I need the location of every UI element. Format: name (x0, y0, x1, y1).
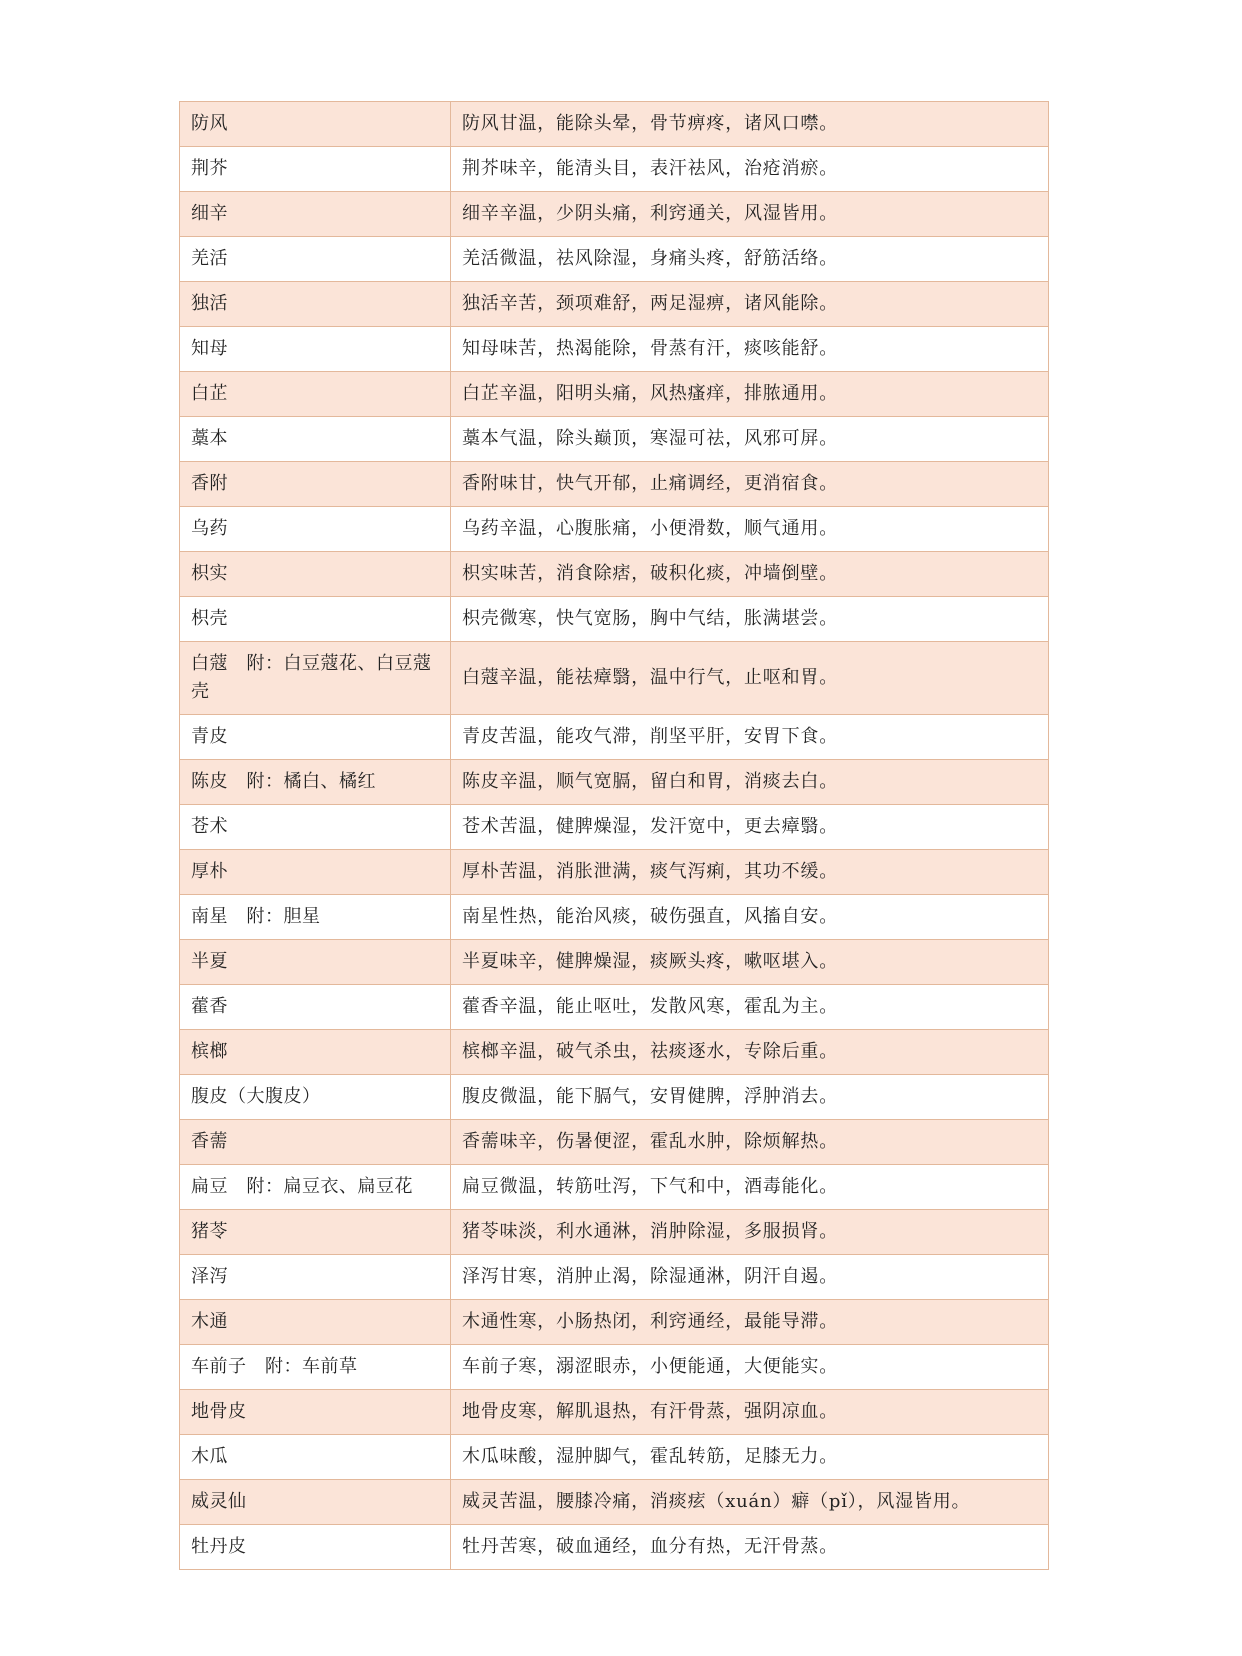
table-row (180, 1165, 1049, 1210)
table-row (180, 1300, 1049, 1345)
herb-verse-cell: 枳壳微寒，快气宽肠，胸中气结，胀满堪尝。 (451, 597, 1049, 642)
table-row (180, 507, 1049, 552)
herb-table-container (179, 101, 1048, 1570)
table-row (180, 895, 1049, 940)
herb-name-cell: 香薷 (180, 1120, 451, 1165)
herb-verse-cell: 车前子寒，溺涩眼赤，小便能通，大便能实。 (451, 1345, 1049, 1390)
table-row (180, 147, 1049, 192)
herb-verse-cell: 藿香辛温，能止呕吐，发散风寒，霍乱为主。 (451, 985, 1049, 1030)
herb-verse-cell: 防风甘温，能除头晕，骨节痹疼，诸风口噤。 (451, 102, 1049, 147)
herb-name-cell: 枳实 (180, 552, 451, 597)
table-row (180, 805, 1049, 850)
herb-verse-cell: 香附味甘，快气开郁，止痛调经，更消宿食。 (451, 462, 1049, 507)
herb-verse-cell: 乌药辛温，心腹胀痛，小便滑数，顺气通用。 (451, 507, 1049, 552)
herb-name-cell: 槟榔 (180, 1030, 451, 1075)
herb-name-cell: 羌活 (180, 237, 451, 282)
herb-name-cell: 陈皮 附：橘白、橘红 (180, 760, 451, 805)
herb-verse-cell: 槟榔辛温，破气杀虫，祛痰逐水，专除后重。 (451, 1030, 1049, 1075)
herb-verse-cell: 泽泻甘寒，消肿止渴，除湿通淋，阴汗自遏。 (451, 1255, 1049, 1300)
table-row (180, 102, 1049, 147)
table-row (180, 327, 1049, 372)
table-row (180, 1255, 1049, 1300)
herb-name-cell: 香附 (180, 462, 451, 507)
herb-verse-cell: 牡丹苦寒，破血通经，血分有热，无汗骨蒸。 (451, 1525, 1049, 1570)
herb-name-cell: 木通 (180, 1300, 451, 1345)
herb-verse-cell: 陈皮辛温，顺气宽膈，留白和胃，消痰去白。 (451, 760, 1049, 805)
table-row (180, 1480, 1049, 1525)
herb-verse-cell: 半夏味辛，健脾燥湿，痰厥头疼，嗽呕堪入。 (451, 940, 1049, 985)
herb-name-cell: 防风 (180, 102, 451, 147)
table-row (180, 715, 1049, 760)
herb-name-cell: 腹皮（大腹皮） (180, 1075, 451, 1120)
table-row (180, 417, 1049, 462)
herb-name-cell: 车前子 附：车前草 (180, 1345, 451, 1390)
herb-verse-cell: 苍术苦温，健脾燥湿，发汗宽中，更去瘴翳。 (451, 805, 1049, 850)
table-row (180, 1390, 1049, 1435)
table-row (180, 1345, 1049, 1390)
table-row (180, 985, 1049, 1030)
herb-table-body (180, 102, 1049, 1570)
herb-name-cell: 白芷 (180, 372, 451, 417)
herb-verse-cell: 地骨皮寒，解肌退热，有汗骨蒸，强阴凉血。 (451, 1390, 1049, 1435)
herb-verse-cell: 白蔻辛温，能祛瘴翳，温中行气，止呕和胃。 (451, 642, 1049, 715)
herb-name-cell: 扁豆 附：扁豆衣、扁豆花 (180, 1165, 451, 1210)
table-row (180, 1120, 1049, 1165)
herb-verse-cell: 羌活微温，祛风除湿，身痛头疼，舒筋活络。 (451, 237, 1049, 282)
table-row (180, 1210, 1049, 1255)
table-row (180, 940, 1049, 985)
table-row (180, 1030, 1049, 1075)
herb-name-cell: 荆芥 (180, 147, 451, 192)
herb-verse-cell: 细辛辛温，少阴头痛，利窍通关，风湿皆用。 (451, 192, 1049, 237)
herb-verse-cell: 青皮苦温，能攻气滞，削坚平肝，安胃下食。 (451, 715, 1049, 760)
herb-verse-cell: 厚朴苦温，消胀泄满，痰气泻痢，其功不缓。 (451, 850, 1049, 895)
herb-verse-cell: 南星性热，能治风痰，破伤强直，风搐自安。 (451, 895, 1049, 940)
table-row (180, 282, 1049, 327)
table-row (180, 850, 1049, 895)
herb-verse-cell: 荆芥味辛，能清头目，表汗祛风，治疮消瘀。 (451, 147, 1049, 192)
herb-verse-cell: 枳实味苦，消食除痞，破积化痰，冲墙倒壁。 (451, 552, 1049, 597)
herb-name-cell: 细辛 (180, 192, 451, 237)
herb-name-cell: 半夏 (180, 940, 451, 985)
herb-name-cell: 泽泻 (180, 1255, 451, 1300)
table-row (180, 597, 1049, 642)
herb-name-cell: 藿香 (180, 985, 451, 1030)
herb-verse-cell: 白芷辛温，阳明头痛，风热瘙痒，排脓通用。 (451, 372, 1049, 417)
herb-verse-cell: 腹皮微温，能下膈气，安胃健脾，浮肿消去。 (451, 1075, 1049, 1120)
herb-name-cell: 苍术 (180, 805, 451, 850)
herb-name-cell: 青皮 (180, 715, 451, 760)
herb-verse-cell: 木通性寒，小肠热闭，利窍通经，最能导滞。 (451, 1300, 1049, 1345)
table-row (180, 760, 1049, 805)
herb-table (179, 101, 1049, 1570)
herb-name-cell: 藁本 (180, 417, 451, 462)
table-row (180, 552, 1049, 597)
herb-verse-cell: 威灵苦温，腰膝冷痛，消痰痃（xuán）癖（pǐ），风湿皆用。 (451, 1480, 1049, 1525)
table-row (180, 462, 1049, 507)
table-row (180, 642, 1049, 715)
table-row (180, 1435, 1049, 1480)
herb-verse-cell: 木瓜味酸，湿肿脚气，霍乱转筋，足膝无力。 (451, 1435, 1049, 1480)
herb-name-cell: 牡丹皮 (180, 1525, 451, 1570)
table-row (180, 237, 1049, 282)
herb-name-cell: 猪苓 (180, 1210, 451, 1255)
herb-name-cell: 南星 附：胆星 (180, 895, 451, 940)
herb-verse-cell: 独活辛苦，颈项难舒，两足湿痹，诸风能除。 (451, 282, 1049, 327)
herb-name-cell: 厚朴 (180, 850, 451, 895)
herb-verse-cell: 扁豆微温，转筋吐泻，下气和中，酒毒能化。 (451, 1165, 1049, 1210)
herb-name-cell: 独活 (180, 282, 451, 327)
table-row (180, 372, 1049, 417)
table-row (180, 1075, 1049, 1120)
table-row (180, 1525, 1049, 1570)
herb-name-cell: 白蔻 附：白豆蔻花、白豆蔻壳 (180, 642, 451, 715)
table-row (180, 192, 1049, 237)
herb-name-cell: 木瓜 (180, 1435, 451, 1480)
herb-verse-cell: 知母味苦，热渴能除，骨蒸有汗，痰咳能舒。 (451, 327, 1049, 372)
herb-verse-cell: 香薷味辛，伤暑便涩，霍乱水肿，除烦解热。 (451, 1120, 1049, 1165)
herb-name-cell: 威灵仙 (180, 1480, 451, 1525)
herb-name-cell: 地骨皮 (180, 1390, 451, 1435)
herb-verse-cell: 藁本气温，除头巅顶，寒湿可祛，风邪可屏。 (451, 417, 1049, 462)
herb-name-cell: 乌药 (180, 507, 451, 552)
herb-verse-cell: 猪苓味淡，利水通淋，消肿除湿，多服损肾。 (451, 1210, 1049, 1255)
herb-name-cell: 知母 (180, 327, 451, 372)
herb-name-cell: 枳壳 (180, 597, 451, 642)
